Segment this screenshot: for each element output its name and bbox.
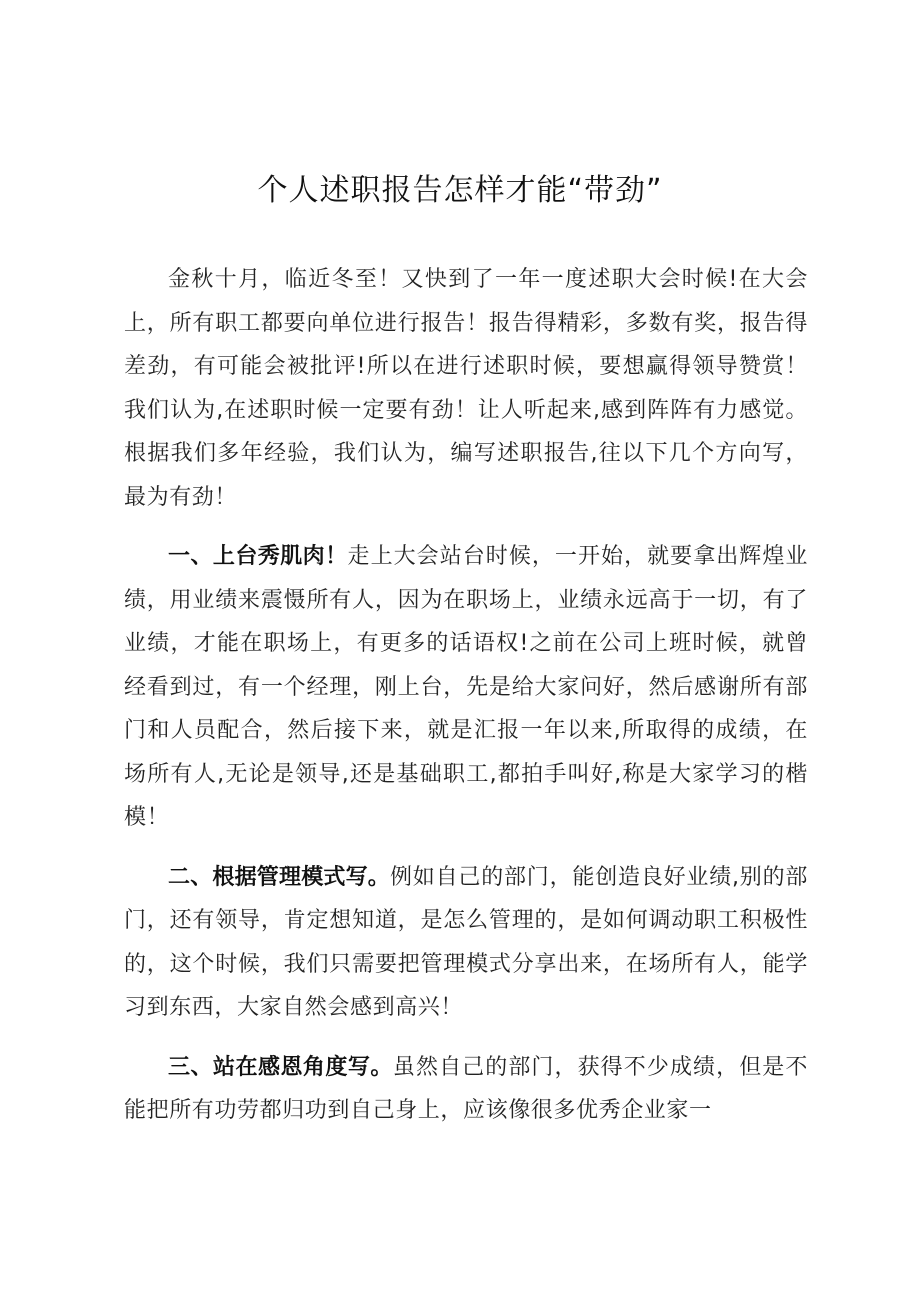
section-heading-2: 二、根据管理模式写。 [168, 864, 390, 890]
document-body [124, 258, 808, 1149]
paragraph-section-3 [124, 1046, 808, 1133]
section-heading-1: 一、上台秀肌肉！ [168, 544, 348, 569]
paragraph-section-1 [124, 535, 808, 840]
document-title: 个人述职报告怎样才能“带劲” [257, 173, 663, 208]
paragraph-text: 例如自己的部门，能创造良好业绩,别的部门，还有领导，肯定想知道，是怎么管理的，是如何调动职工积极性的，这个时候，我们只需要把管理模式分享出来，在场所有人，能学习到东西，大家自然会感到高兴！ [124, 864, 808, 1020]
paragraph-intro [124, 258, 808, 519]
paragraph-section-2 [124, 856, 808, 1030]
paragraph-text: 金秋十月，临近冬至！又快到了一年一度述职大会时候!在大会上，所有职工都要向单位进行报告！报告得精彩，多数有奖，报告得差劲，有可能会被批评!所以在进行述职时候，要想赢得领导赞赏！我们认为,在述职时候一定要有劲！让人听起来,感到阵阵有力感觉。根据我们多年经验，我们认为，编写述职报告,往以下几个方向写，最为有劲！ [124, 267, 808, 510]
paragraph-text: 虽然自己的部门，获得不少成绩，但是不能把所有功劳都归功到自己身上，应该像很多优秀企业家一 [124, 1054, 808, 1123]
section-heading-3: 三、站在感恩角度写。 [168, 1054, 393, 1080]
paragraph-text: 走上大会站台时候，一开始，就要拿出辉煌业绩，用业绩来震慑所有人，因为在职场上，业绩永远高于一切，有了业绩，才能在职场上，有更多的话语权!之前在公司上班时候，就曾经看到过，有一个经理，刚上台，先是给大家问好，然后感谢所有部门和人员配合，然后接下来，就是汇报一年以来,所取得的成绩，在场所有人,无论是领导,还是基础职工,都拍手叫好,称是大家学习的楷模！ [124, 544, 808, 830]
